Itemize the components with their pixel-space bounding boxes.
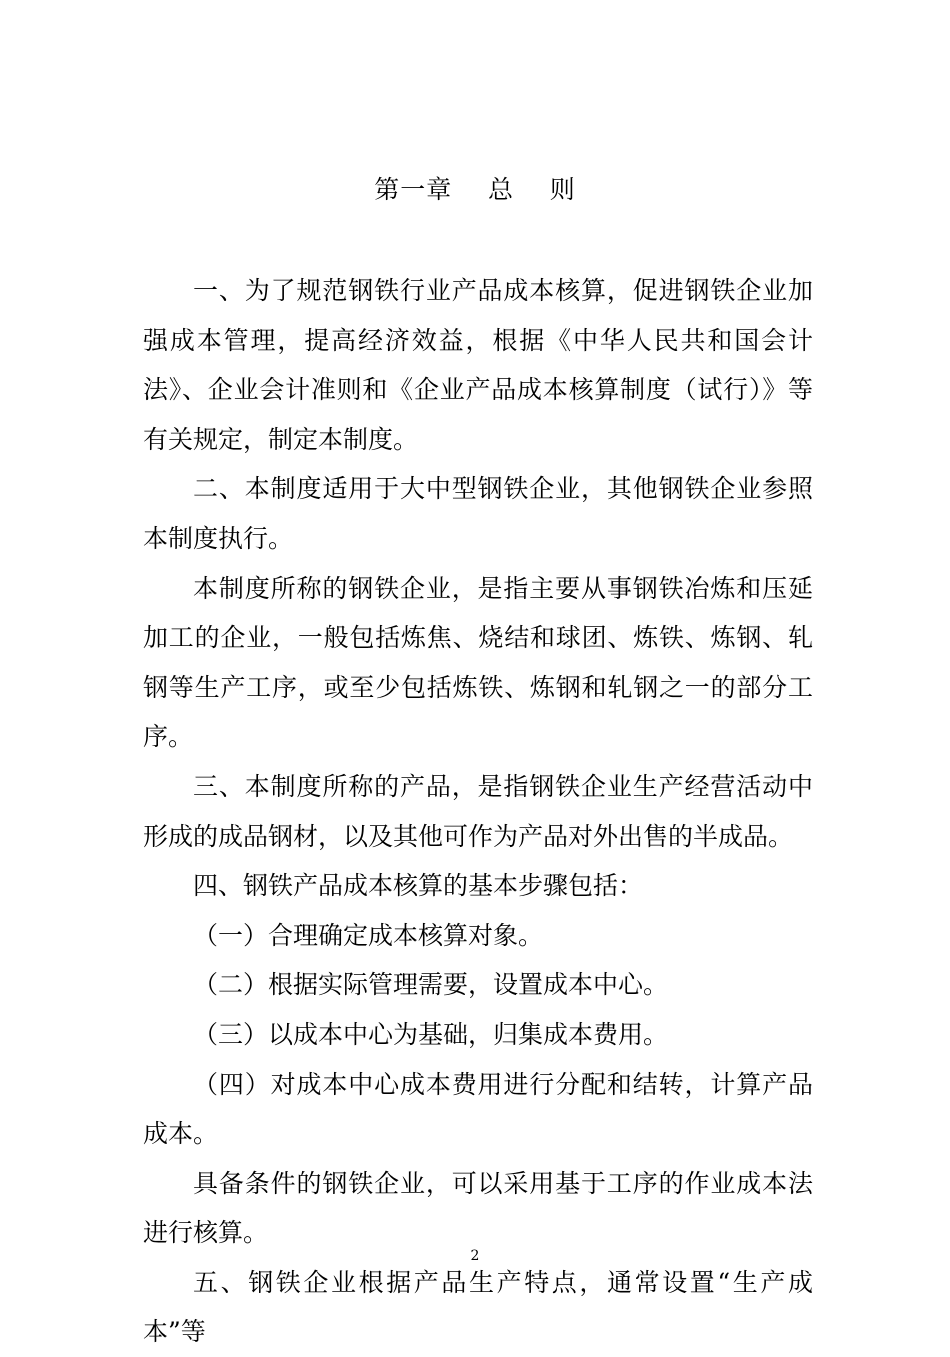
list-item-3: （三）以成本中心为基础，归集成本费用。 <box>193 1019 669 1049</box>
list-item-1: （一）合理确定成本核算对象。 <box>193 920 544 950</box>
page-number: 2 <box>470 1248 480 1264</box>
chapter-title: 第一章 总 则 <box>374 175 576 204</box>
paragraph-4: 三、本制度所称的产品，是指钢铁企业生产经营活动中形成的成品钢材，以及其他可作为产品对外出售的半成品。 <box>143 771 813 851</box>
paragraph-1: 一、为了规范钢铁行业产品成本核算，促进钢铁企业加强成本管理，提高经济效益，根据《中华人民共和国会计法》、企业会计准则和《企业产品成本核算制度（试行）》等有关规定，制定本制度。 <box>143 276 813 454</box>
list-item-4: （四）对成本中心成本费用进行分配和结转，计算产品成本。 <box>143 1069 813 1149</box>
list-item-2: （二）根据实际管理需要，设置成本中心。 <box>193 970 669 1000</box>
paragraph-2: 二、本制度适用于大中型钢铁企业，其他钢铁企业参照本制度执行。 <box>143 474 813 553</box>
paragraph-6: 具备条件的钢铁企业，可以采用基于工序的作业成本法进行核算。 <box>143 1168 813 1248</box>
paragraph-7: 五、钢铁企业根据产品生产特点，通常设置“生产成本”等 <box>143 1267 813 1347</box>
paragraph-3: 本制度所称的钢铁企业，是指主要从事钢铁冶炼和压延加工的企业，一般包括炼焦、烧结和球团、炼铁、炼钢、轧钢等生产工序，或至少包括炼铁、炼钢和轧钢之一的部分工序。 <box>143 573 813 752</box>
body-text <box>143 266 813 1357</box>
paragraph-5: 四、钢铁产品成本核算的基本步骤包括： <box>193 871 644 901</box>
